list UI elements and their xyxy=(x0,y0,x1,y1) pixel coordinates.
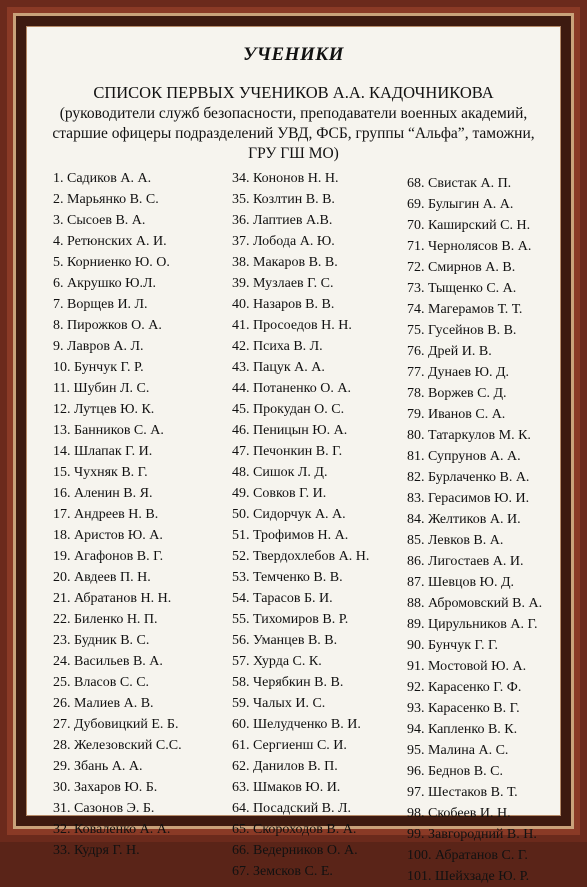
student-list-item: 37. Лобода А. Ю. xyxy=(232,234,335,249)
student-list-item: 90. Бунчук Г. Г. xyxy=(407,638,499,653)
student-list-item: 97. Шестаков В. Т. xyxy=(407,785,518,800)
student-list-item: 78. Воржев С. Д. xyxy=(407,386,507,401)
student-list-item: 84. Желтиков А. И. xyxy=(407,512,521,527)
student-list-item: 61. Сергиенш С. И. xyxy=(232,738,347,753)
student-list-item: 52. Твердохлебов А. Н. xyxy=(232,549,370,564)
student-list-item: 91. Мостовой Ю. А. xyxy=(407,659,527,674)
student-list-item: 41. Просоедов Н. Н. xyxy=(232,318,352,333)
student-list-item: 20. Авдеев П. Н. xyxy=(53,570,151,585)
student-list-item: 24. Васильев В. А. xyxy=(53,654,163,669)
student-list-item: 70. Каширский С. Н. xyxy=(407,218,531,233)
student-list-item: 71. Чернолясов В. А. xyxy=(407,239,532,254)
student-list-item: 54. Тарасов Б. И. xyxy=(232,591,333,606)
student-list-item: 55. Тихомиров В. Р. xyxy=(232,612,349,627)
student-list-item: 27. Дубовицкий Е. Б. xyxy=(53,717,179,732)
student-list-item: 43. Пацук А. А. xyxy=(232,360,325,375)
student-list-item: 101. Шейхзаде Ю. Р. xyxy=(407,869,530,884)
student-list-item: 2. Марьянко В. С. xyxy=(53,192,159,207)
student-list-item: 35. Козлтин В. В. xyxy=(232,192,335,207)
student-list-item: 21. Абратанов Н. Н. xyxy=(53,591,172,606)
student-list-item: 28. Железовский С.С. xyxy=(53,738,182,753)
student-list-item: 30. Захаров Ю. Б. xyxy=(53,780,158,795)
student-list-item: 42. Психа В. Л. xyxy=(232,339,323,354)
student-list-item: 69. Булыгин А. А. xyxy=(407,197,514,212)
student-list-item: 12. Лутцев Ю. К. xyxy=(53,402,155,417)
student-list-item: 73. Тыщенко С. А. xyxy=(407,281,517,296)
student-list-item: 74. Магерамов Т. Т. xyxy=(407,302,523,317)
student-list-column-2 xyxy=(232,168,417,882)
student-list-item: 65. Скороходов В. А. xyxy=(232,822,357,837)
document-subtitle: СПИСОК ПЕРВЫХ УЧЕНИКОВ А.А. КАДОЧНИКОВА xyxy=(93,83,494,102)
student-list-item: 38. Макаров В. В. xyxy=(232,255,338,270)
student-list-item: 34. Кононов Н. Н. xyxy=(232,171,339,186)
student-list-item: 9. Лавров А. Л. xyxy=(53,339,144,354)
student-list-item: 96. Беднов В. С. xyxy=(407,764,503,779)
student-list-item: 33. Кудря Г. Н. xyxy=(53,843,140,858)
student-list-item: 45. Прокудан О. С. xyxy=(232,402,345,417)
student-list-item: 25. Власов С. С. xyxy=(53,675,150,690)
student-list-item: 5. Корниенко Ю. О. xyxy=(53,255,170,270)
student-list-item: 98. Скобеев И. Н. xyxy=(407,806,511,821)
student-list-item: 29. Збань А. А. xyxy=(53,759,143,774)
student-list-item: 15. Чухняк В. Г. xyxy=(53,465,148,480)
student-list-item: 18. Аристов Ю. А. xyxy=(53,528,163,543)
student-list-item: 56. Уманцев В. В. xyxy=(232,633,338,648)
frame-inner-border xyxy=(13,13,574,884)
student-list-item: 67. Земсков С. Е. xyxy=(232,864,333,879)
student-list-item: 87. Шевцов Ю. Д. xyxy=(407,575,514,590)
student-list-item: 6. Акрушко Ю.Л. xyxy=(53,276,156,291)
document-description xyxy=(41,104,546,164)
student-list-item: 100. Абратанов С. Г. xyxy=(407,848,528,863)
student-list-item: 26. Малиев А. В. xyxy=(53,696,154,711)
student-list-item: 64. Посадский В. Л. xyxy=(232,801,352,816)
student-list-item: 82. Бурлаченко В. А. xyxy=(407,470,530,485)
student-list-item: 53. Темченко В. В. xyxy=(232,570,343,585)
student-list-item: 16. Аленин В. Я. xyxy=(53,486,153,501)
student-list-item: 75. Гусейнов В. В. xyxy=(407,323,517,338)
student-list-item: 48. Сишок Л. Д. xyxy=(232,465,328,480)
student-list-item: 10. Бунчук Г. Р. xyxy=(53,360,144,375)
student-list-item: 88. Абромовский В. А. xyxy=(407,596,543,611)
student-list-item: 95. Малина А. С. xyxy=(407,743,509,758)
student-list-item: 31. Сазонов Э. Б. xyxy=(53,801,155,816)
student-list-item: 80. Татаркулов М. К. xyxy=(407,428,531,443)
student-list-item: 4. Ретюнских А. И. xyxy=(53,234,167,249)
student-list-item: 81. Супрунов А. А. xyxy=(407,449,521,464)
description-line: ГРУ ГШ МО) xyxy=(248,145,339,162)
student-list-column-3 xyxy=(407,168,587,887)
student-list-item: 62. Данилов В. П. xyxy=(232,759,338,774)
document-page xyxy=(26,26,561,884)
student-list-item: 13. Банников С. А. xyxy=(53,423,164,438)
student-list-item: 63. Шмаков Ю. И. xyxy=(232,780,341,795)
student-list-item: 1. Садиков А. А. xyxy=(53,171,152,186)
student-list-item: 89. Цирульников А. Г. xyxy=(407,617,538,632)
student-list-item: 49. Совков Г. И. xyxy=(232,486,327,501)
student-list-item: 44. Потаненко О. А. xyxy=(232,381,351,396)
student-list-column-1 xyxy=(53,168,238,861)
document-title: УЧЕНИКИ xyxy=(243,44,344,65)
student-list-item: 93. Карасенко В. Г. xyxy=(407,701,520,716)
student-list-item: 46. Пеницын Ю. А. xyxy=(232,423,348,438)
student-list-item: 3. Сысоев В. А. xyxy=(53,213,146,228)
student-list-item: 11. Шубин Л. С. xyxy=(53,381,150,396)
description-line: старшие офицеры подразделений УВД, ФСБ, группы “Альфа”, таможни, xyxy=(52,125,535,142)
student-list-item: 66. Ведерников О. А. xyxy=(232,843,358,858)
student-list-item: 8. Пирожков О. А. xyxy=(53,318,162,333)
student-list-item: 7. Ворщев И. Л. xyxy=(53,297,148,312)
student-list-item: 36. Лаптиев А.В. xyxy=(232,213,333,228)
student-list-item: 94. Капленко В. К. xyxy=(407,722,518,737)
student-list-item: 92. Карасенко Г. Ф. xyxy=(407,680,522,695)
student-list-item: 51. Трофимов Н. А. xyxy=(232,528,349,543)
student-list-item: 59. Чалых И. С. xyxy=(232,696,326,711)
student-list-item: 72. Смирнов А. В. xyxy=(407,260,516,275)
description-line: (руководители служб безопасности, преподаватели военных академий, xyxy=(59,105,528,122)
student-list-item: 23. Будник В. С. xyxy=(53,633,150,648)
student-list-item: 68. Свистак А. П. xyxy=(407,176,512,191)
student-list-item: 14. Шлапак Г. И. xyxy=(53,444,153,459)
student-list-item: 85. Левков В. А. xyxy=(407,533,504,548)
student-list-item: 86. Лигостаев А. И. xyxy=(407,554,524,569)
student-list-item: 57. Хурда С. К. xyxy=(232,654,322,669)
student-list-item: 77. Дунаев Ю. Д. xyxy=(407,365,510,380)
student-list-item: 76. Дрей И. В. xyxy=(407,344,492,359)
student-list-item: 19. Агафонов В. Г. xyxy=(53,549,164,564)
student-list-item: 50. Сидорчук А. А. xyxy=(232,507,346,522)
student-list-item: 39. Музлаев Г. С. xyxy=(232,276,334,291)
student-list-item: 60. Шелудченко В. И. xyxy=(232,717,361,732)
student-list-item: 32. Коваленко А. А. xyxy=(53,822,171,837)
student-list-item: 40. Назаров В. В. xyxy=(232,297,335,312)
student-list-item: 99. Завгородний В. Н. xyxy=(407,827,537,842)
student-list-item: 83. Герасимов Ю. И. xyxy=(407,491,530,506)
student-list-item: 47. Печонкин В. Г. xyxy=(232,444,343,459)
student-list-item: 58. Черябкин В. В. xyxy=(232,675,344,690)
student-list-item: 17. Андреев Н. В. xyxy=(53,507,159,522)
student-list-item: 79. Иванов С. А. xyxy=(407,407,506,422)
student-list-item: 22. Биленко Н. П. xyxy=(53,612,158,627)
